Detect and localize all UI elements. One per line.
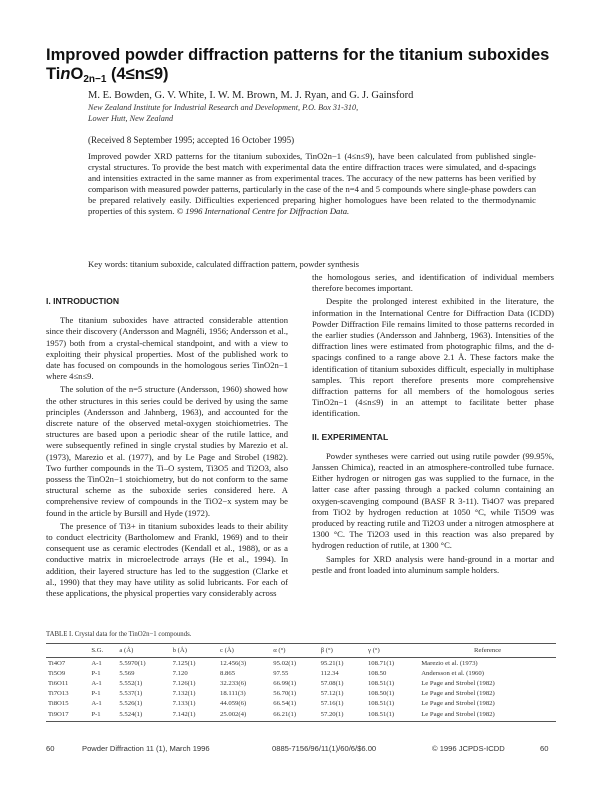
intro-paragraph-3-cont: the homologous series, and identification of individual members therefore becomes important. bbox=[312, 272, 554, 294]
title-formula: TinO$_{2n-1}$ (4≤n≤9) bbox=[46, 65, 169, 85]
table-cell: 108.51(1) bbox=[367, 700, 395, 708]
table-cell: 7.132(1) bbox=[172, 690, 196, 698]
table-cell: 57.08(1) bbox=[320, 679, 344, 687]
table-cell: 108.50(1) bbox=[367, 690, 395, 698]
table-cell: P-1 bbox=[89, 709, 117, 721]
authors: M. E. Bowden, G. V. White, I. W. M. Brown, M. J. Ryan, and G. J. Gainsford bbox=[88, 90, 414, 101]
paper-title bbox=[46, 46, 566, 89]
table-cell: Le Page and Strobel (1982) bbox=[421, 679, 495, 687]
table-cell: 5.524(1) bbox=[117, 709, 170, 721]
table-cell: 57.12(1) bbox=[320, 690, 344, 698]
intro-paragraph-4: Despite the prolonged interest exhibited in the literature, the information in the International Centre for Diffraction Data (ICDD) Powder Diffraction File remains limited to those patterns recorded in the earlier studies (Andersson and Jahnberg, 1963). Intensities of the diffraction lines were estimated from photographic films, and the d-spacings confined to a range above 2.1 Å. These factors make the identification of titanium suboxides difficult, especially in multiphase samples. This report therefore presents more comprehensive diffraction patterns for all members of the homologous series TinO2n−1 (4≤n≤9) in an attempt to facilitate better phase identification. bbox=[312, 296, 554, 419]
table-cell: Le Page and Strobel (1982) bbox=[421, 700, 495, 708]
table-cell: 44.059(6) bbox=[219, 700, 247, 708]
intro-paragraph-1: The titanium suboxides have attracted considerable attention since their discovery (Andersson and Magnéli, 1956; Andersson et al., 1957) both from a crystal-chemical standpoint, and with a view to exploiting their physical properties. Most of the published work to date has focused on compounds in the homologous series TinO2n−1 where 4≤n≤9. bbox=[46, 315, 288, 382]
table-row bbox=[46, 678, 556, 688]
table-cell: 56.70(1) bbox=[273, 690, 297, 698]
table-cell: Ti7O13 bbox=[48, 690, 69, 698]
table-cell: 95.02(1) bbox=[273, 659, 297, 667]
table-cell: A-1 bbox=[91, 679, 102, 687]
table-header: S.G. bbox=[89, 644, 117, 658]
table-cell: 57.16(1) bbox=[320, 700, 344, 708]
table-cell: 66.99(1) bbox=[273, 679, 297, 687]
table-cell: 97.55 bbox=[273, 669, 289, 677]
intro-paragraph-3: The presence of Ti3+ in titanium suboxides leads to their ability to conduct electricity (Bartholomew and Frankl, 1969) and to their consequent use as ceramic electrodes (Kendall et al., 1988), or as a conductive matrix in microelectrode arrays (He et al., 1994). In addition, their layered structure has led to the suggestion (Clarke et al., 1990) that they may have utility as solid lubricants. For each of these applications, the physical properties vary considerably across bbox=[46, 520, 288, 599]
table-cell: A-1 bbox=[91, 700, 102, 708]
table-cell: 7.142(1) bbox=[171, 709, 218, 721]
table-cell: 5.552(1) bbox=[119, 679, 143, 687]
table-cell: P-1 bbox=[91, 669, 101, 677]
table-cell: Ti4O7 bbox=[48, 659, 66, 667]
table-header: c (Å) bbox=[218, 644, 271, 658]
table-row bbox=[46, 709, 556, 721]
table-cell: 5.537(1) bbox=[119, 690, 143, 698]
title-line1: Improved powder diffraction patterns for the titanium suboxides bbox=[46, 46, 550, 64]
table-cell: 112.34 bbox=[320, 669, 339, 677]
table-cell: 95.21(1) bbox=[320, 659, 344, 667]
table-cell: 5.569 bbox=[119, 669, 135, 677]
table-cell: 8.865 bbox=[219, 669, 236, 677]
abstract bbox=[88, 151, 536, 217]
experimental-paragraph-2: Samples for XRD analysis were hand-ground in a mortar and pestle and front loaded into aluminum sample holders. bbox=[312, 553, 554, 575]
footer-page-left: 60 bbox=[46, 744, 55, 753]
table-cell: P-1 bbox=[91, 690, 101, 698]
table-cell: Le Page and Strobel (1982) bbox=[419, 709, 556, 721]
keywords: Key words: titanium suboxide, calculated diffraction pattern, powder synthesis bbox=[88, 259, 359, 269]
table-caption: TABLE I. Crystal data for the TinO2n−1 compounds. bbox=[46, 631, 192, 638]
table-cell: 66.21(1) bbox=[271, 709, 318, 721]
table-cell: 5.5970(1) bbox=[119, 659, 146, 667]
table-cell: 7.120 bbox=[172, 669, 188, 677]
table-row bbox=[46, 689, 556, 699]
table-cell: 108.71(1) bbox=[367, 659, 395, 667]
table-cell: Ti6O11 bbox=[48, 679, 69, 687]
table-row bbox=[46, 699, 556, 709]
table-row bbox=[46, 658, 556, 669]
table-cell: 7.125(1) bbox=[172, 659, 196, 667]
received-dates: (Received 8 September 1995; accepted 16 October 1995) bbox=[88, 135, 295, 145]
footer-issn: 0885-7156/96/11(1)/60/6/$6.00 bbox=[272, 744, 377, 753]
table-header: a (Å) bbox=[117, 644, 170, 658]
table-cell: 7.133(1) bbox=[172, 700, 196, 708]
table-cell: Le Page and Strobel (1982) bbox=[421, 690, 495, 698]
table-cell: Ti8O15 bbox=[48, 700, 69, 708]
table-cell: 66.54(1) bbox=[273, 700, 297, 708]
footer-journal: Powder Diffraction 11 (1), March 1996 bbox=[82, 744, 210, 753]
left-column bbox=[46, 296, 288, 601]
table-cell: 32.233(6) bbox=[219, 679, 247, 687]
table-cell: 7.126(1) bbox=[172, 679, 196, 687]
table-cell: 108.51(1) bbox=[366, 709, 419, 721]
table-header: b (Å) bbox=[171, 644, 218, 658]
abstract-text: Improved powder XRD patterns for the titanium suboxides, TinO2n−1 (4≤n≤9), have been calculated from published single-crystal structures. To provide the best match with experimental data the entire diffraction traces were simulated, and d-spacings and intensities extracted in the same manner as from experimental traces. The accuracy of the new patterns has been verified by comparison with measured powder patterns, particularly in the case of the n=4 and 5 compounds where single-phase powders can be prepared relatively easily. Difficulties experienced preparing higher homologues have been related to the thermodynamic properties of this system. bbox=[88, 151, 536, 216]
table-cell: Marezio et al. (1973) bbox=[421, 659, 478, 667]
table-cell: 25.002(4) bbox=[218, 709, 271, 721]
table-cell: 57.20(1) bbox=[319, 709, 366, 721]
crystal-data-table bbox=[46, 643, 556, 722]
table-cell: Andersson et al. (1960) bbox=[421, 669, 484, 677]
table-cell: Ti9O17 bbox=[46, 709, 89, 721]
intro-paragraph-2: The solution of the n=5 structure (Andersson, 1960) showed how the other structures in this series could be derived by using the same principles (Andersson and Jahnberg, 1963), and accounted for the discrete nature of the observed metal-oxygen stoichiometries. The structures are based upon a periodic shear of the rutile lattice, and were subsequently refined in single crystal studies by Marezio et al. (1973), Marezio et al. (1977), and by Le Page and Strobel (1982). Two further compounds in the Ti–O system, Ti3O5 and Ti2O3, also possess the TinO2n−1 stoichiometry, but do not conform to the same structural scheme as the suboxide series considered here. A comprehensive review of compounds in the TiO2−x system may be found in the article by Bursill and Hyde (1972). bbox=[46, 384, 288, 518]
affiliation: New Zealand Institute for Industrial Research and Development, P.O. Box 31-310, Lower Hutt, New Zealand bbox=[88, 103, 359, 123]
table-cell: Ti5O9 bbox=[48, 669, 66, 677]
intro-heading: I. INTRODUCTION bbox=[46, 296, 120, 306]
table-header: γ (°) bbox=[366, 644, 419, 658]
table-row bbox=[46, 668, 556, 678]
experimental-heading: II. EXPERIMENTAL bbox=[312, 431, 389, 442]
table-header-row bbox=[46, 644, 556, 658]
footer-copyright: © 1996 JCPDS-ICDD bbox=[432, 744, 505, 753]
table-cell: 18.111(3) bbox=[219, 690, 246, 698]
table-header: Reference bbox=[419, 644, 556, 658]
footer-page-right: 60 bbox=[540, 744, 549, 753]
table-cell: 108.50 bbox=[367, 669, 387, 677]
experimental-paragraph-1: Powder syntheses were carried out using rutile powder (99.95%, Janssen Chimica), reacted in an atmosphere-controlled tube furnace. Either hydrogen or nitrogen gas was supplied to the furnace, in the latter case after passing through a packed column containing an oxygen-scavenging compound (BASF R 3-11). Ti4O7 was prepared from TiO2 by hydrogen reduction at 1050 °C, while Ti5O9 was produced by reacting rutile and Ti2O3 under a nitrogen atmosphere at 1300 °C. The Ti2O3 used in this reaction was also prepared by hydrogen reduction of rutile, at 1300 °C. bbox=[312, 450, 554, 551]
table-cell: 108.51(1) bbox=[367, 679, 395, 687]
table-header: β (°) bbox=[319, 644, 366, 658]
table-cell: A-1 bbox=[91, 659, 102, 667]
table-cell: 12.456(3) bbox=[219, 659, 247, 667]
table-cell: 5.526(1) bbox=[119, 700, 143, 708]
table-header bbox=[46, 644, 89, 658]
table-header: α (°) bbox=[271, 644, 318, 658]
right-column bbox=[312, 272, 554, 578]
abstract-copyright: © 1996 International Centre for Diffraction Data. bbox=[176, 206, 350, 216]
